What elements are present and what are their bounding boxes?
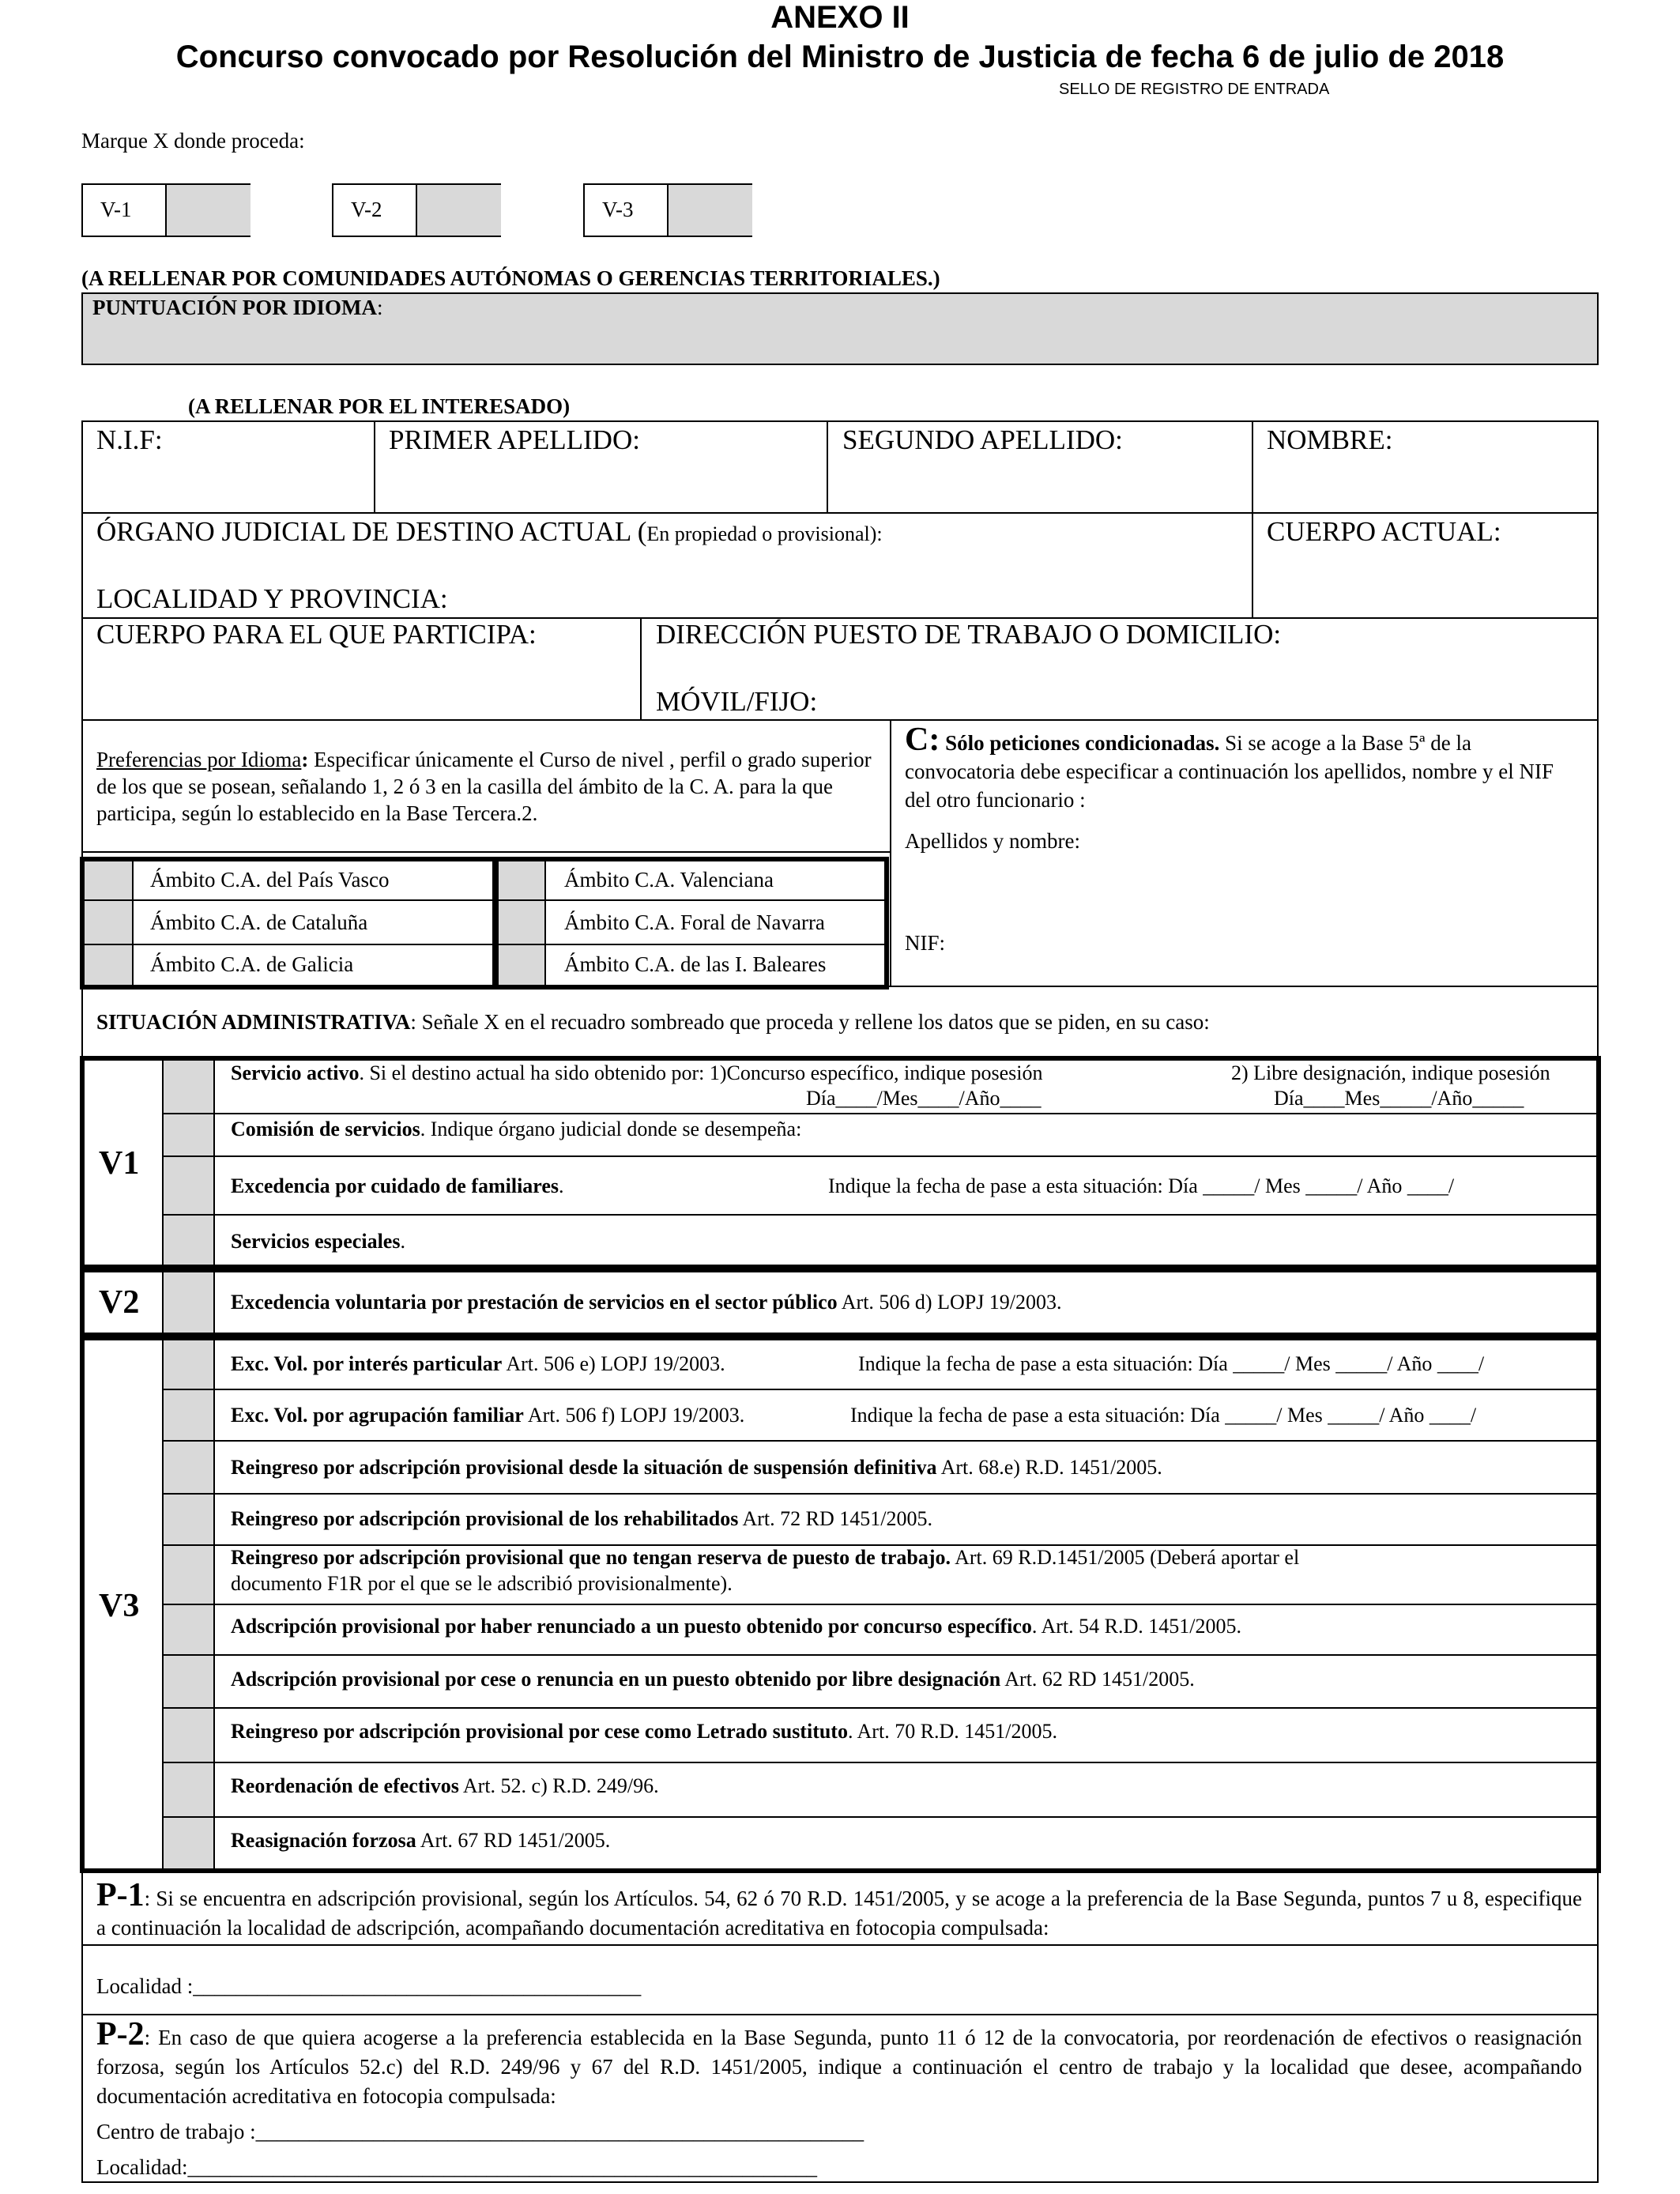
locality-province-field[interactable]: LOCALIDAD Y PROVINCIA: xyxy=(96,583,448,614)
option-v2-label: V-2 xyxy=(351,198,382,221)
v1-row-commission: Comisión de servicios. Indique órgano judicial donde se desempeña: xyxy=(231,1118,802,1140)
language-score-label: PUNTUACIÓN POR IDIOMA: xyxy=(92,296,383,319)
v3-row-renounced-specific: Adscripción provisional por haber renunciado a un puesto obtenido por concurso específico. Art. 54 R.D. 1451/2005. xyxy=(231,1615,1241,1638)
v3-checkbox-personal-interest[interactable] xyxy=(164,1340,213,1389)
v3-personal-interest-date-field[interactable]: Indique la fecha de pase a esta situación: Día _____/ Mes _____/ Año ____/ xyxy=(858,1352,1485,1375)
option-v1-checkbox[interactable] xyxy=(165,185,250,236)
v3-checkbox-reorganization[interactable] xyxy=(164,1763,213,1816)
v3-checkbox-no-reservation[interactable] xyxy=(164,1546,213,1604)
language-checkbox-navarra[interactable] xyxy=(499,901,546,944)
v3-checkbox-forced-reassignment[interactable] xyxy=(164,1818,213,1868)
v1-family-leave-date-field[interactable]: Indique la fecha de pase a esta situación: Día _____/ Mes _____/ Año ____/ xyxy=(828,1174,1455,1197)
v1-row-special: Servicios especiales. xyxy=(231,1230,405,1253)
v3-checkbox-free-designation[interactable] xyxy=(164,1656,213,1707)
language-checkbox-catalonia[interactable] xyxy=(85,901,134,944)
v3-row-no-reservation: Reingreso por adscripción provisional que no tengan reserva de puesto de trabajo. Art. 69 R.D.1451/2005 (Deberá aportar el xyxy=(231,1546,1300,1569)
conditional-requests-text: C: Sólo peticiones condicionadas. Si se acoge a la Base 5ª de la convocatoria debe especificar a continuación los apellidos, nombre y el NIF del otro funcionario : xyxy=(905,722,1554,812)
nif-field[interactable]: N.I.F: xyxy=(96,424,163,455)
second-surname-field[interactable]: SEGUNDO APELLIDO: xyxy=(842,424,1123,455)
name-field[interactable]: NOMBRE: xyxy=(1267,424,1393,455)
v3-label: V3 xyxy=(99,1588,140,1624)
p1-text: P-1: Si se encuentra en adscripción provisional, según los Artículos. 54, 62 ó 70 R.D. 1451/2005, y se acoge a la preferencia de la Base Segunda, puntos 7 u 8, especifique a continuación la localidad de adscripción, acompañando documentación acreditativa en fotocopia compulsada: xyxy=(96,1877,1582,1940)
p2-locality-field[interactable]: Localidad:___________________________________________________________ xyxy=(96,2155,817,2179)
mark-instruction: Marque X donde proceda: xyxy=(81,129,305,153)
phone-field[interactable]: MÓVIL/FIJO: xyxy=(656,686,818,717)
v3-row-forced-reassignment: Reasignación forzosa Art. 67 RD 1451/2005. xyxy=(231,1829,611,1852)
language-checkbox-basque[interactable] xyxy=(85,861,134,899)
language-option-baleares: Ámbito C.A. de las I. Baleares xyxy=(564,952,827,976)
option-v1-label: V-1 xyxy=(100,198,132,221)
conditional-nif-field[interactable]: NIF: xyxy=(905,931,946,955)
work-address-field[interactable]: DIRECCIÓN PUESTO DE TRABAJO O DOMICILIO: xyxy=(656,619,1282,650)
v3-checkbox-renounced-specific[interactable] xyxy=(164,1605,213,1654)
option-v3 xyxy=(583,183,752,237)
language-preferences-text: Preferencias por Idioma: Especificar únicamente el Curso de nivel , perfil o grado superior de los que se posean, señalando 1, 2 ó 3 en la casilla del ámbito de la C. A. para la que participa, según lo establecido en la Base Tercera.2. xyxy=(96,748,872,825)
p-sections-frame xyxy=(81,1873,1599,2183)
v1-checkbox-family-leave[interactable] xyxy=(164,1157,213,1214)
v3-row-family-grouping: Exc. Vol. por agrupación familiar Art. 506 f) LOPJ 19/2003. xyxy=(231,1404,745,1427)
language-option-basque: Ámbito C.A. del País Vasco xyxy=(150,868,390,892)
option-v3-label: V-3 xyxy=(602,198,634,221)
v3-family-grouping-date-field[interactable]: Indique la fecha de pase a esta situación: Día _____/ Mes _____/ Año ____/ xyxy=(850,1404,1477,1427)
v3-row-suspension: Reingreso por adscripción provisional desde la situación de suspensión definitiva Art. 68.e) R.D. 1451/2005. xyxy=(231,1456,1162,1479)
ccaa-heading: (A RELLENAR POR COMUNIDADES AUTÓNOMAS O GERENCIAS TERRITORIALES.) xyxy=(81,266,940,290)
p2-work-center-field[interactable]: Centro de trabajo :_________________________________________________________ xyxy=(96,2120,864,2143)
option-v1 xyxy=(81,183,250,237)
v3-row-no-reservation-note: documento F1R por el que se le adscribió provisionalmente). xyxy=(231,1572,733,1595)
language-checkbox-baleares[interactable] xyxy=(499,945,546,985)
v1-active-free-date-field[interactable]: Día____Mes_____/Año_____ xyxy=(1274,1087,1524,1110)
v1-row-family-leave: Excedencia por cuidado de familiares. xyxy=(231,1174,564,1197)
language-option-valencia: Ámbito C.A. Valenciana xyxy=(564,868,774,892)
v1-active-specific-date-field[interactable]: Día____/Mes____/Año____ xyxy=(806,1087,1042,1110)
v3-row-personal-interest: Exc. Vol. por interés particular Art. 506 e) LOPJ 19/2003. xyxy=(231,1352,725,1375)
language-score-field[interactable] xyxy=(81,292,1599,365)
registry-stamp-label: SELLO DE REGISTRO DE ENTRADA xyxy=(1059,81,1330,98)
v1-checkbox-active[interactable] xyxy=(164,1061,213,1113)
p2-text: P-2: En caso de que quiera acogerse a la preferencia establecida en la Base Segunda, punto 11 ó 12 de la convocatoria, por reordenación de efectivos o reasignación forzosa, según los Artículos 52.c) del R.D. 249/96 y 67 del R.D. 1451/2005, indique a continuación el centro de trabajo y la localidad que desee, acompañando documentación acreditativa en fotocopia compulsada: xyxy=(96,2016,1582,2108)
language-checkbox-galicia[interactable] xyxy=(85,945,134,985)
conditional-names-field[interactable]: Apellidos y nombre: xyxy=(905,829,1080,853)
v2-label: V2 xyxy=(99,1284,140,1321)
v3-checkbox-rehabilitated[interactable] xyxy=(164,1495,213,1544)
language-option-galicia: Ámbito C.A. de Galicia xyxy=(150,952,354,976)
language-checkbox-valencia[interactable] xyxy=(499,861,546,899)
v3-row-free-designation: Adscripción provisional por cese o renuncia en un puesto obtenido por libre designación Art. 62 RD 1451/2005. xyxy=(231,1668,1195,1691)
v3-row-substitute: Reingreso por adscripción provisional por cese como Letrado sustituto. Art. 70 R.D. 1451/2005. xyxy=(231,1720,1058,1743)
p1-locality-field[interactable]: Localidad :__________________________________________ xyxy=(96,1974,642,1998)
applicant-heading: (A RELLENAR POR EL INTERESADO) xyxy=(188,394,571,418)
current-body-field[interactable]: CUERPO ACTUAL: xyxy=(1267,516,1501,547)
situation-instruction: SITUACIÓN ADMINISTRATIVA: Señale X en el recuadro sombreado que proceda y rellene los datos que se piden, en su caso: xyxy=(96,1010,1210,1034)
option-v2 xyxy=(332,183,501,237)
current-organ-field[interactable]: ÓRGANO JUDICIAL DE DESTINO ACTUAL (En propiedad o provisional): xyxy=(96,516,883,547)
page-title: Concurso convocado por Resolución del Ministro de Justicia de fecha 6 de julio de 2018 xyxy=(175,40,1505,74)
v2-row: Excedencia voluntaria por prestación de servicios en el sector público Art. 506 d) LOPJ 19/2003. xyxy=(231,1291,1062,1314)
v2-checkbox[interactable] xyxy=(164,1272,213,1333)
option-v2-checkbox[interactable] xyxy=(416,185,501,236)
v3-checkbox-substitute[interactable] xyxy=(164,1709,213,1762)
v1-label: V1 xyxy=(99,1145,140,1182)
language-option-catalonia: Ámbito C.A. de Cataluña xyxy=(150,910,368,934)
v3-row-reorganization: Reordenación de efectivos Art. 52. c) R.D. 249/96. xyxy=(231,1774,659,1797)
v1-checkbox-special[interactable] xyxy=(164,1216,213,1265)
option-v3-checkbox[interactable] xyxy=(667,185,752,236)
v3-checkbox-family-grouping[interactable] xyxy=(164,1390,213,1440)
first-surname-field[interactable]: PRIMER APELLIDO: xyxy=(389,424,640,455)
annex-title: ANEXO II xyxy=(770,0,910,35)
language-option-navarra: Ámbito C.A. Foral de Navarra xyxy=(564,910,825,934)
target-body-field[interactable]: CUERPO PARA EL QUE PARTICIPA: xyxy=(96,619,537,650)
v3-row-rehabilitated: Reingreso por adscripción provisional de los rehabilitados Art. 72 RD 1451/2005. xyxy=(231,1507,932,1530)
v3-checkbox-suspension[interactable] xyxy=(164,1442,213,1493)
v1-row-active: Servicio activo. Si el destino actual ha sido obtenido por: 1)Concurso específico, indique posesión xyxy=(231,1061,1043,1084)
v1-row-active-free-designation: 2) Libre designación, indique posesión xyxy=(1231,1061,1550,1084)
v1-checkbox-commission[interactable] xyxy=(164,1114,213,1155)
